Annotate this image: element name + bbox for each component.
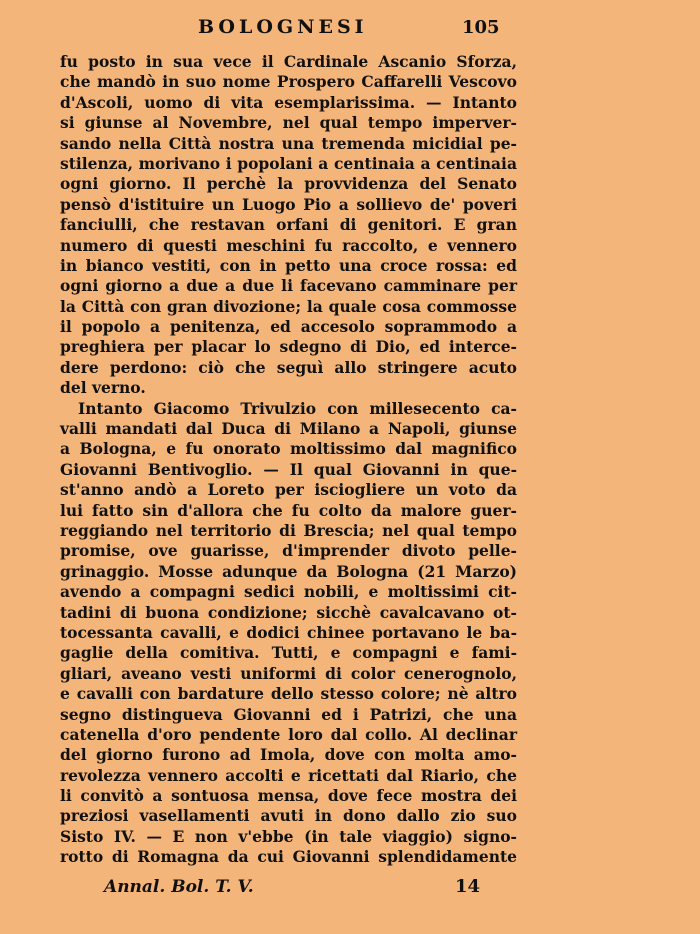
text-line: avendo a compagni sedici nobili, e moltissimi cit- [60,582,517,602]
text-line: rotto di Romagna da cui Giovanni splendidamente [60,847,517,867]
text-line: ogni giorno. Il perchè la provvidenza del Senato [60,174,517,194]
text-line: a Bologna, e fu onorato moltissimo dal magnifico [60,439,517,459]
text-line: valli mandati dal Duca di Milano a Napoli, giunse [60,419,517,439]
text-line: che mandò in suo nome Prospero Caffarelli Vescovo [60,72,517,92]
text-line: sando nella Città nostra una tremenda micidial pe- [60,133,517,153]
text-line: st'anno andò a Loreto per isciogliere un voto da [60,480,517,500]
text-line: e cavalli con bardature dello stesso colore; nè altro [60,684,517,704]
signature-number: 14 [455,876,481,897]
text-line: del giorno furono ad Imola, dove con molta amo- [60,745,517,765]
text-line: gaglie della comitiva. Tutti, e compagni e fami- [60,643,517,663]
body-text [60,52,517,868]
text-line: dere perdono: ciò che seguì allo stringere acuto [60,357,517,377]
text-line: grinaggio. Mosse adunque da Bologna (21 Marzo) [60,561,517,581]
text-line: si giunse al Novembre, nel qual tempo imperver- [60,113,517,133]
text-line: ogni giorno a due a due li facevano camminare per [60,276,517,296]
text-line: lui fatto sin d'allora che fu colto da malore guer- [60,500,517,520]
text-line: la Città con gran divozione; la quale cosa commosse [60,296,517,316]
text-line: segno distingueva Giovanni ed i Patrizi, che una [60,704,517,724]
text-line: reggiando nel territorio di Brescia; nel qual tempo [60,520,517,540]
running-head: BOLOGNESI [198,16,368,38]
text-line: del verno. [60,378,146,398]
text-line: Giovanni Bentivoglio. — Il qual Giovanni in que- [60,459,517,479]
text-line: d'Ascoli, uomo di vita esemplarissima. — Intanto [60,92,517,112]
text-line: pensò d'istituire un Luogo Pio a sollievo de' poveri [60,194,517,214]
text-line: tocessanta cavalli, e dodici chinee portavano le ba- [60,622,517,642]
page-number: 105 [462,17,500,38]
text-line: stilenza, morivano i popolani a centinaia a centinaia [60,153,517,173]
text-line: Sisto IV. — E non v'ebbe (in tale viaggio) signo- [60,826,517,846]
text-line: fu posto in sua vece il Cardinale Ascanio Sforza, [60,52,517,71]
text-line: revolezza vennero accolti e ricettati dal Riario, che [60,765,517,785]
text-line: catenella d'oro pendente loro dal collo. Al declinar [60,724,517,744]
text-line: preghiera per placar lo sdegno di Dio, ed interce- [60,337,517,357]
text-line: fanciulli, che restavan orfani di genitori. E gran [60,215,517,235]
text-line: gliari, aveano vesti uniformi di color cenerognolo, [60,663,517,683]
text-line: numero di questi meschini fu raccolto, e vennero [60,235,517,255]
text-line: promise, ove guarisse, d'imprender divoto pelle- [60,541,517,561]
text-line: li convitò a sontuosa mensa, dove fece mostra dei [60,786,517,806]
signature-mark: Annal. Bol. T. V. [104,877,254,897]
text-line: il popolo a penitenza, ed accesolo soprammodo a [60,317,517,337]
text-line: preziosi vasellamenti avuti in dono dallo zio suo [60,806,517,826]
text-line: tadini di buona condizione; sicchè cavalcavano ot- [60,602,517,622]
text-line: in bianco vestiti, con in petto una croce rossa: ed [60,255,517,275]
paragraph-start-line: Intanto Giacomo Trivulzio con millesecento ca- [78,398,517,418]
